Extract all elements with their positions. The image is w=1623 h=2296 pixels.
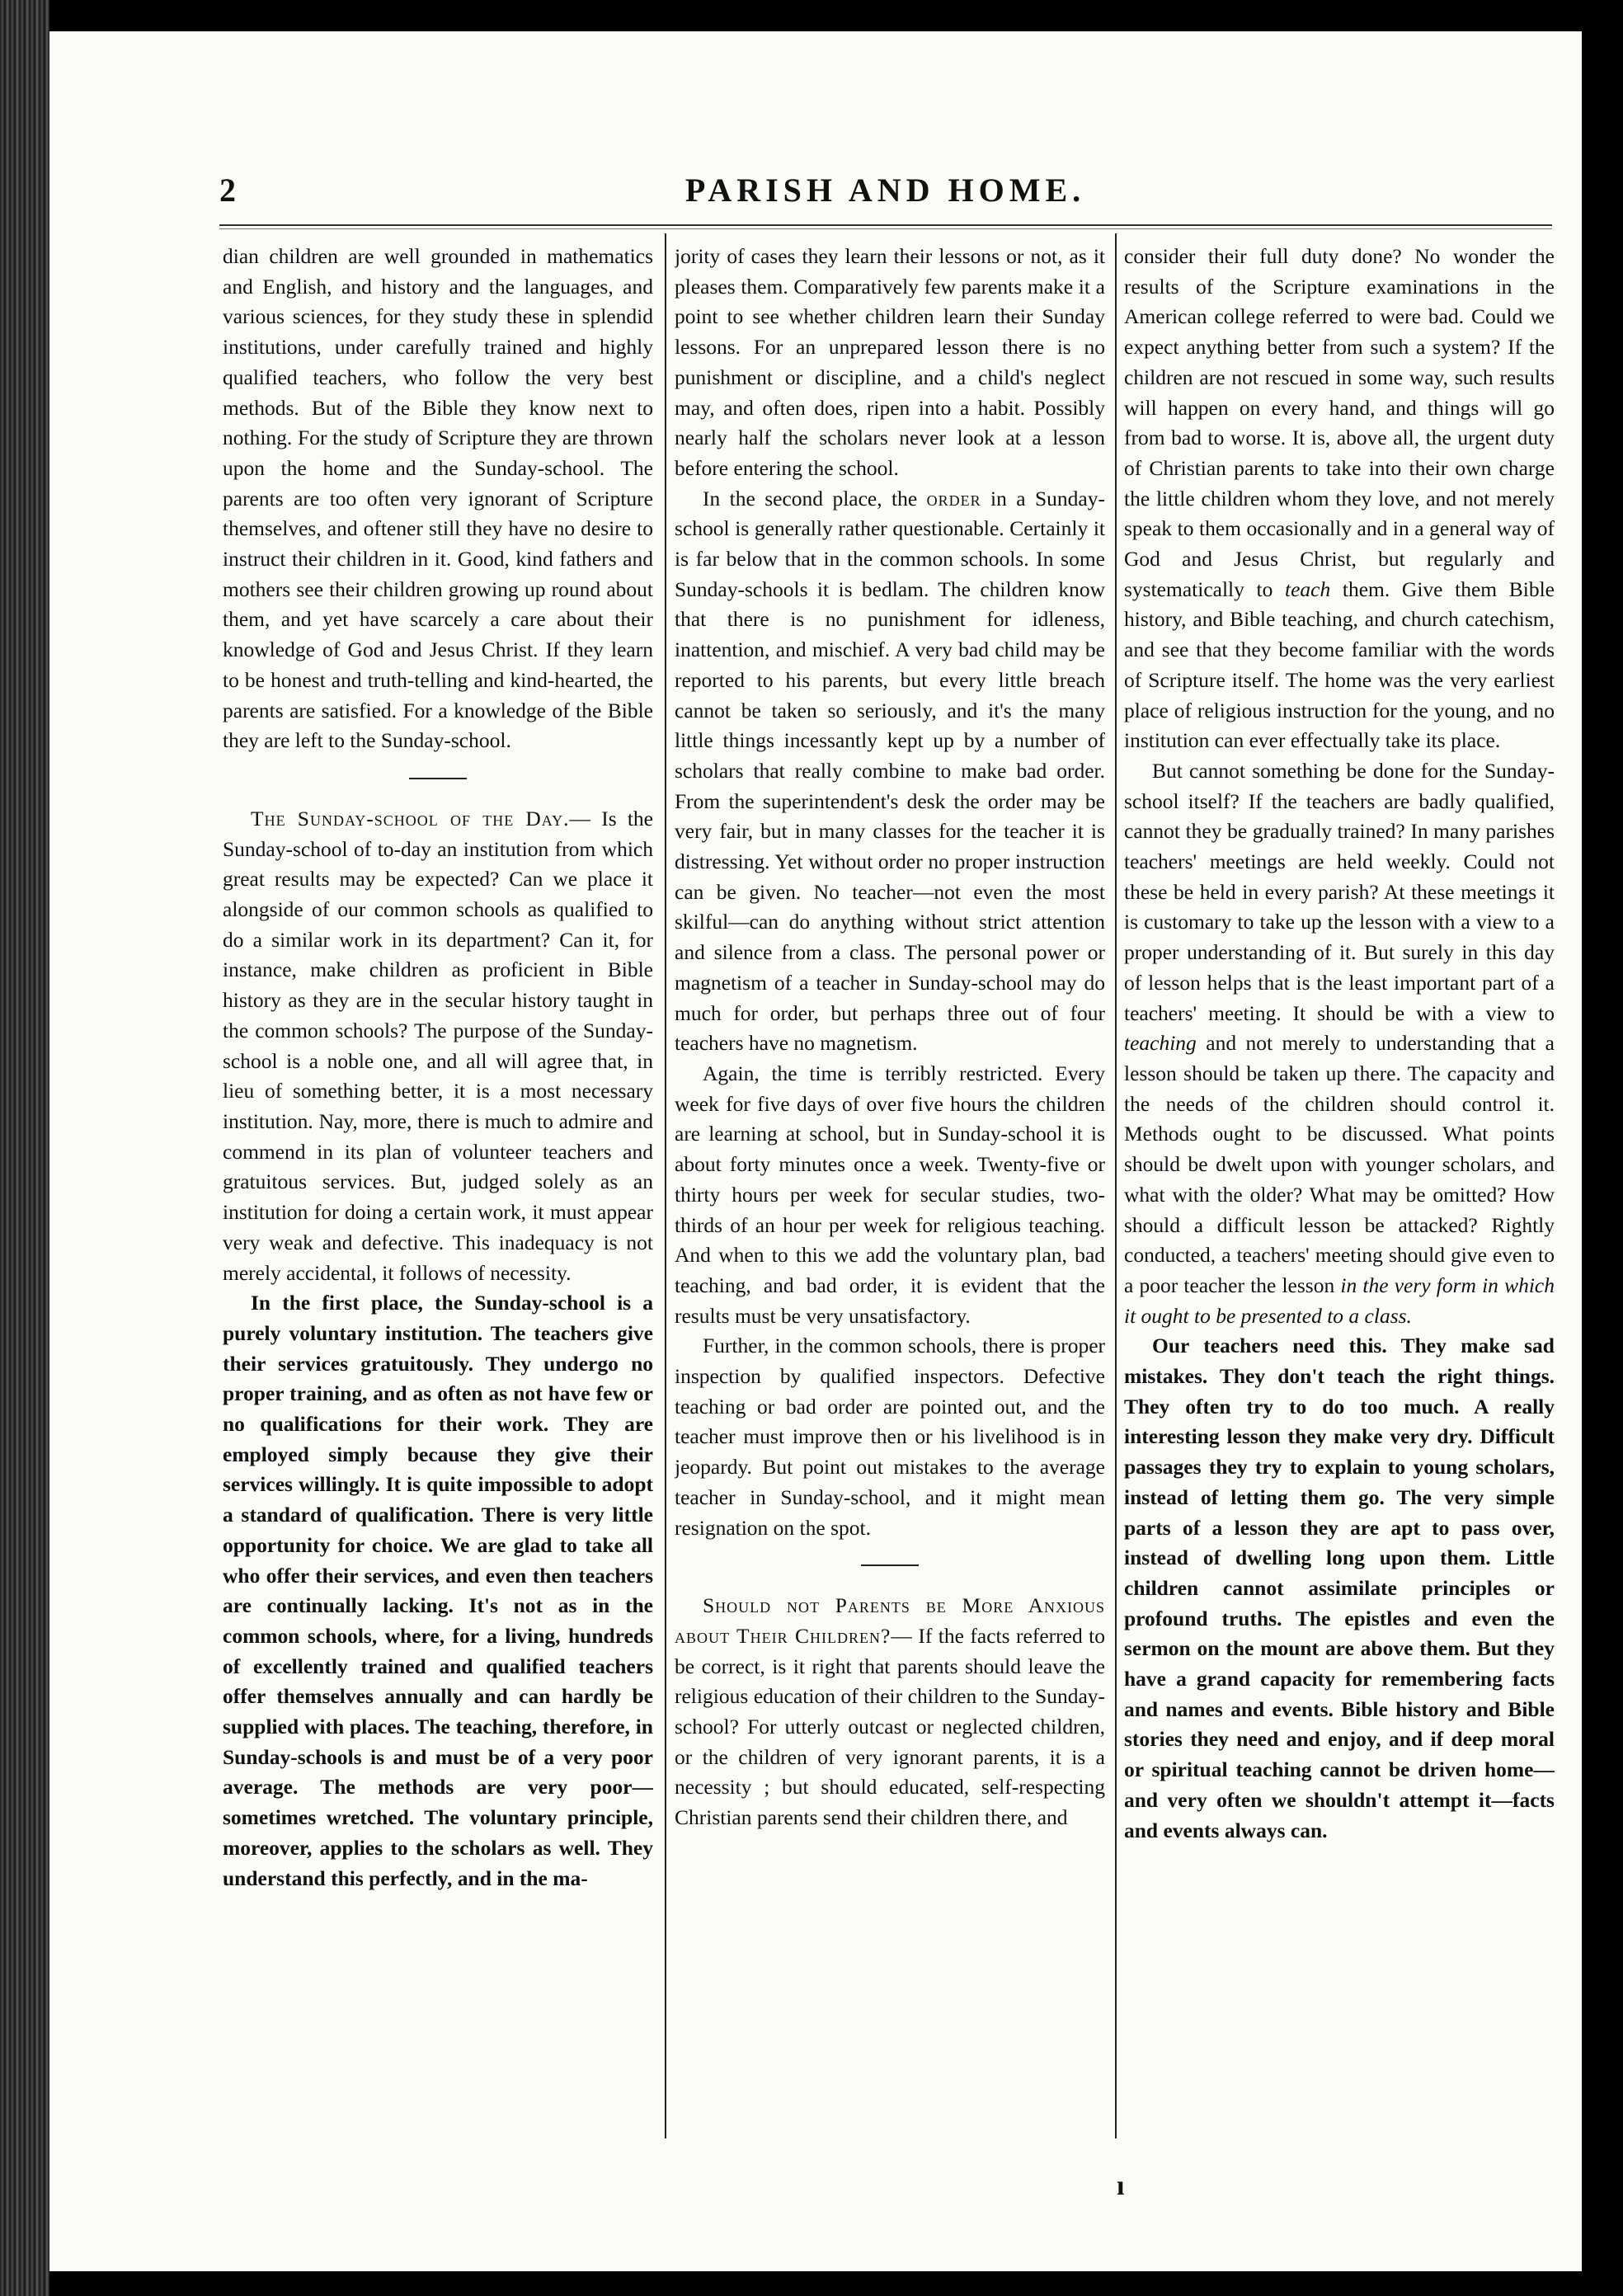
section-separator [409, 778, 467, 779]
page-header [219, 171, 1551, 220]
paragraph: But cannot something be done for the Sunday-school itself? If the teachers are badly qualified, cannot they be gradually trained? In many parishes teachers' meetings are held weekly. Could not these be held in every parish? At these meetings it is customary to take up the lesson with a view to a proper understanding of it. But surely in this day of lesson helps that is the least important part of a teachers' meeting. It should be with a view to teaching and not merely to understanding that a lesson should be taken up there. The capacity and the needs of the children should control it. Methods ought to be discussed. What points should be dwelt upon with younger scholars, and what with the older? What may be omitted? How should a difficult lesson be attacked? Rightly conducted, a teachers' meeting should give even to a poor teacher the lesson in the very form in which it ought to be presented to a class. [1124, 758, 1555, 1328]
section-heading: The Sunday-school of the Day. [251, 806, 570, 830]
section-heading: Should not Parents be More Anxious about Their Children? [675, 1593, 1105, 1648]
column-3 [1124, 242, 1555, 2155]
column-1 [223, 242, 653, 2155]
paragraph: Our teachers need this. They make sad mistakes. They don't teach the right things. They often try to do too much. A really interesting lesson they make very dry. Difficult passages they try to explain to young scholars, instead of letting them go. The very simple parts of a lesson they are apt to pass over, instead of dwelling long upon them. Little children cannot assimilate principles or profound truths. The epistles and even the sermon on the mount are above them. But they have a grand capacity for remembering facts and names and events. Bible history and Bible stories they need and enjoy, and if deep moral or spiritual teaching cannot be driven home—and very often we shouldn't attempt it—facts and events always can. [1124, 1334, 1555, 1842]
header-rule [219, 224, 1552, 229]
running-title: PARISH AND HOME. [684, 172, 1086, 209]
section-separator [861, 1564, 919, 1566]
footer-mark: ı [1117, 2171, 1125, 2201]
paragraph: Again, the time is terribly restricted. Every week for five days of over five hours the children are learning at school, but in Sunday-school it is about forty minutes once a week. Twenty-five or thirty hours per week for secular studies, two-thirds of an hour per week for religious teaching. And when to this we add the voluntary plan, bad teaching, and bad order, it is evident that the results must be very unsatisfactory. [675, 1061, 1105, 1328]
paragraph: consider their full duty done? No wonder the results of the Scripture examinations in the American college referred to were bad. Could we expect anything better from such a system? If the children are not rescued in some way, such results will happen on every hand, and things will go from bad to worse. It is, above all, the urgent duty of Christian parents to take into their own charge the little children whom they love, and not merely speak to them occasionally and in a general way of God and Jesus Christ, but regularly and systematically to teach them. Give them Bible history, and Bible teaching, and church catechism, and see that they become familiar with the words of Scripture itself. The home was the very earliest place of religious instruction for the young, and no institution can ever effectually take its place. [1124, 244, 1555, 753]
paragraph: In the first place, the Sunday-school is a purely voluntary institution. The teachers give their services gratuitously. They undergo no proper training, and as often as not have few or no qualifications for their work. They are employed simply because they give their services willingly. It is quite impossible to adopt a standard of qualification. There is very little opportunity for choice. We are glad to take all who offer their services, and even then teachers are continually lacking. It's not as in the common schools, where, for a living, hundreds of excellently trained and qualified teachers offer themselves annually and can hardly be supplied with places. The teaching, therefore, in Sunday-schools is and must be of a very poor average. The methods are very poor—sometimes wretched. The voluntary principle, moreover, applies to the scholars as well. They understand this perfectly, and in the ma- [223, 1291, 653, 1890]
section-paragraph: The Sunday-school of the Day.— Is the Sunday-school of to-day an institution from which great results may be expected? Can we place it alongside of our common schools as qualified to do a similar work in its department? Can it, for instance, make children as proficient in Bible history as they are in the secular history taught in the common schools? The purpose of the Sunday-school is a noble one, and all will agree that, in lieu of something better, it is a most necessary institution. Nay, more, there is much to admire and commend in its plan of volunteer teachers and gratuitous services. But, judged solely as an institution for doing a certain work, it must appear very weak and defective. This inadequacy is not merely accidental, it follows of necessity. [223, 806, 653, 1285]
column-rule-2 [1115, 233, 1117, 2138]
paragraph: In the second place, the order in a Sunday-school is generally rather questionable. Certainly it is far below that in the common schools. In some Sunday-schools it is bedlam. The children know that there is no punishment for idleness, inattention, and mischief. A very bad child may be reported to his parents, but every little breach cannot be taken so seriously, and it's the many little things incessantly kept up by a number of scholars that really combine to make bad order. From the superintendent's desk the order may be very fair, but in many classes for the teacher it is distressing. Yet without order no proper instruction can be given. No teacher—not even the most skilful—can do anything without strict attention and silence from a class. The personal power or magnetism of a teacher in Sunday-school may do much for order, but perhaps three out of four teachers have no magnetism. [675, 486, 1105, 1056]
binding-edge [0, 0, 49, 2296]
column-rule-1 [665, 233, 666, 2138]
section-paragraph: Should not Parents be More Anxious about Their Children?— If the facts referred to be correct, is it right that parents should leave the religious education of their children to the Sunday-school? For utterly outcast or neglected children, or the children of very ignorant parents, it is a necessity ; but should educated, self-respecting Christian parents send their children there, and [675, 1593, 1105, 1830]
emphasis-teaching: teaching [1124, 1031, 1197, 1056]
page-number: 2 [219, 172, 236, 209]
emphasis-form: in the very form in which it ought to be presented to a class. [1124, 1273, 1555, 1328]
paragraph: Further, in the common schools, there is proper inspection by qualified inspectors. Defective teaching or bad order are pointed out, and the teacher must improve then or his livelihood is in jeopardy. But point out mistakes to the average teacher in Sunday-school, and it might mean resignation on the spot. [675, 1334, 1105, 1540]
column-2 [675, 242, 1105, 2155]
emphasis-order: order [926, 486, 981, 510]
emphasis-teach: teach [1285, 576, 1331, 601]
paragraph: jority of cases they learn their lessons or not, as it pleases them. Comparatively few parents make it a point to see whether children learn their Sunday lessons. For an unprepared lesson there is no punishment or discipline, and a child's neglect may, and often does, ripen into a habit. Possibly nearly half the scholars never look at a lesson before entering the school. [675, 244, 1105, 480]
paragraph: dian children are well grounded in mathematics and English, and history and the languages, and various sciences, for they study these in splendid institutions, under carefully trained and highly qualified teachers, who follow the very best methods. But of the Bible they know next to nothing. For the study of Scripture they are thrown upon the home and the Sunday-school. The parents are too often very ignorant of Scripture themselves, and oftener still they have no desire to instruct their children in it. Good, kind fathers and mothers see their children growing up round about them, and yet have scarcely a care about their knowledge of God and Jesus Christ. If they learn to be honest and truth-telling and kind-hearted, the parents are satisfied. For a knowledge of the Bible they are left to the Sunday-school. [223, 244, 653, 753]
